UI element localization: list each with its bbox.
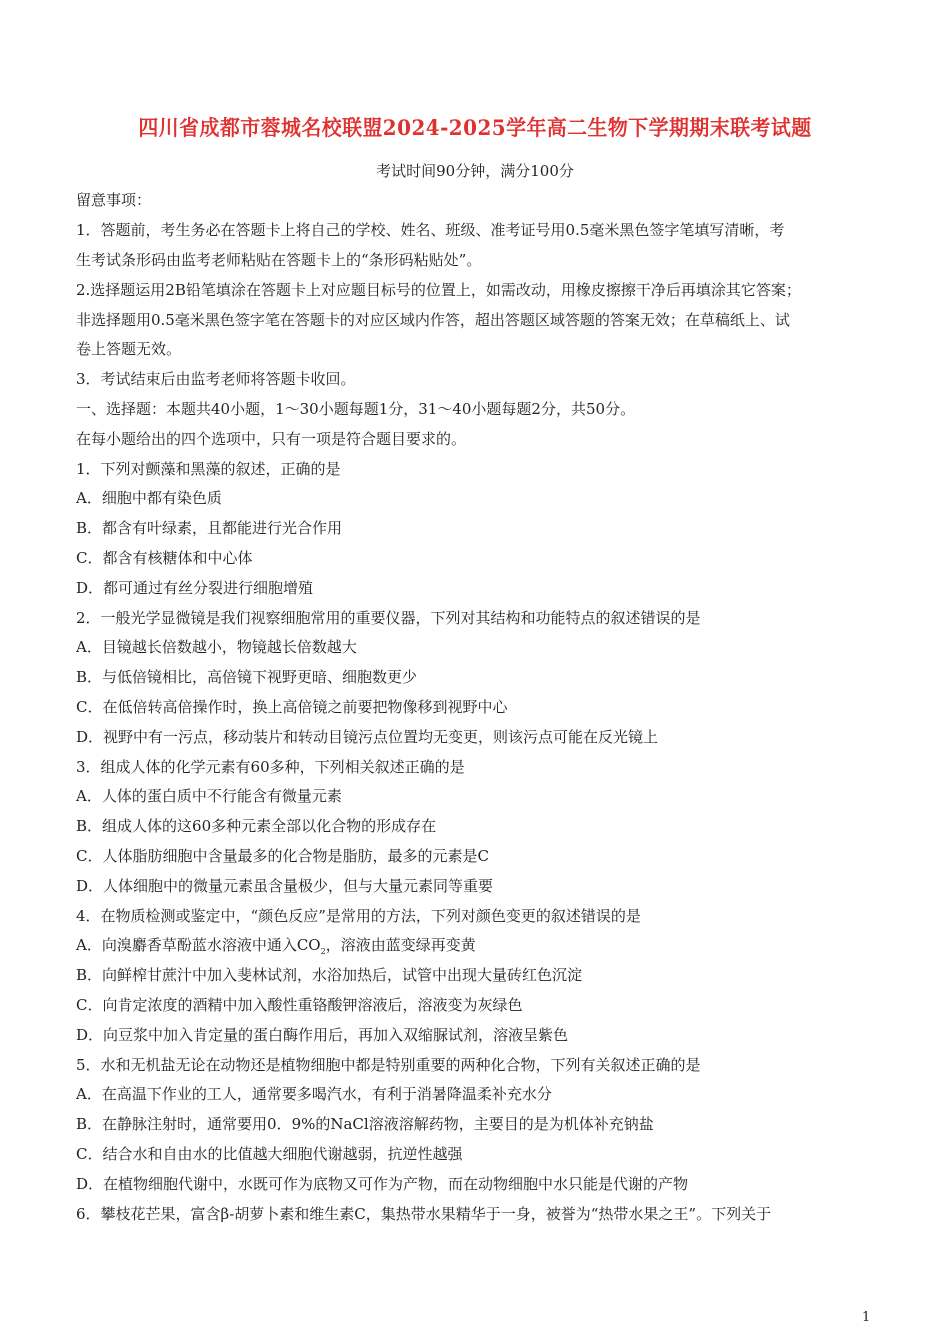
answer-option: C．都含有核糖体和中心体 bbox=[76, 549, 253, 567]
answer-option: D．向豆浆中加入肯定量的蛋白酶作用后，再加入双缩脲试剂，溶液呈紫色 bbox=[76, 1026, 569, 1044]
text-line: 非选择题用0.5毫米黑色签字笔在答题卡的对应区域内作答，超出答题区域答题的答案无效；在草稿纸上、试 bbox=[76, 311, 790, 329]
option-text: A．向溴麝香草酚蓝水溶液中通入CO bbox=[76, 936, 321, 954]
answer-option bbox=[76, 935, 476, 962]
question-stem: 4．在物质检测或鉴定中，“颜色反应”是常用的方法，下列对颜色变更的叙述错误的是 bbox=[76, 907, 641, 925]
answer-option: B．都含有叶绿素，且都能进行光合作用 bbox=[76, 519, 343, 537]
answer-option: C．结合水和自由水的比值越大细胞代谢越弱，抗逆性越强 bbox=[76, 1145, 463, 1163]
answer-option: D．人体细胞中的微量元素虽含量极少，但与大量元素同等重要 bbox=[76, 877, 494, 895]
answer-option: A．在高温下作业的工人，通常要多喝汽水，有利于消暑降温柔补充水分 bbox=[76, 1085, 552, 1103]
answer-option: D．在植物细胞代谢中，水既可作为底物又可作为产物，而在动物细胞中水只能是代谢的产物 bbox=[76, 1175, 689, 1193]
answer-option: C．人体脂肪细胞中含量最多的化合物是脂肪，最多的元素是C bbox=[76, 847, 489, 865]
question-stem: 3．组成人体的化学元素有60多种，下列相关叙述正确的是 bbox=[76, 758, 465, 776]
answer-option: D．视野中有一污点，移动装片和转动目镜污点位置均无变更，则该污点可能在反光镜上 bbox=[76, 728, 659, 746]
text-line: 留意事项： bbox=[76, 191, 152, 209]
answer-option: A．细胞中都有染色质 bbox=[76, 489, 222, 507]
text-line: 一、选择题：本题共40小题，1～30小题每题1分，31～40小题每题2分，共50分。 bbox=[76, 400, 636, 418]
exam-info: 考试时间90分钟，满分100分 bbox=[376, 162, 574, 180]
page-number: 1 bbox=[862, 1310, 871, 1325]
question-stem: 5．水和无机盐无论在动物还是植物细胞中都是特别重要的两种化合物，下列有关叙述正确的是 bbox=[76, 1056, 701, 1074]
answer-option: A．人体的蛋白质中不行能含有微量元素 bbox=[76, 787, 342, 805]
answer-option: B．与低倍镜相比，高倍镜下视野更暗、细胞数更少 bbox=[76, 668, 418, 686]
answer-option: B．向鲜榨甘蔗汁中加入斐林试剂，水浴加热后，试管中出现大量砖红色沉淀 bbox=[76, 966, 583, 984]
text-line: 1．答题前，考生务必在答题卡上将自己的学校、姓名、班级、准考证号用0.5毫米黑色签字笔填写清晰，考 bbox=[76, 221, 785, 239]
option-text-tail: ，溶液由蓝变绿再变黄 bbox=[325, 936, 476, 954]
question-stem: 6．攀枝花芒果，富含β-胡萝卜素和维生素C，集热带水果精华于一身，被誉为“热带水果之王”。下列关于 bbox=[76, 1205, 772, 1223]
answer-option: B．组成人体的这60多种元素全部以化合物的形成存在 bbox=[76, 817, 437, 835]
text-line: 2.选择题运用2B铅笔填涂在答题卡上对应题目标号的位置上，如需改动，用橡皮擦擦干净后再填涂其它答案； bbox=[76, 281, 801, 299]
answer-option: B．在静脉注射时，通常要用0．9%的NaCl溶液溶解药物，主要目的是为机体补充钠盐 bbox=[76, 1115, 654, 1133]
answer-option: C．在低倍转高倍操作时，换上高倍镜之前要把物像移到视野中心 bbox=[76, 698, 508, 716]
question-stem: 2．一般光学显微镜是我们视察细胞常用的重要仪器，下列对其结构和功能特点的叙述错误的是 bbox=[76, 609, 701, 627]
text-line: 在每小题给出的四个选项中，只有一项是符合题目要求的。 bbox=[76, 430, 467, 448]
answer-option: A．目镜越长倍数越小，物镜越长倍数越大 bbox=[76, 638, 357, 656]
text-line: 3．考试结束后由监考老师将答题卡收回。 bbox=[76, 370, 356, 388]
answer-option: C．向肯定浓度的酒精中加入酸性重铬酸钾溶液后，溶液变为灰绿色 bbox=[76, 996, 523, 1014]
answer-option: D．都可通过有丝分裂进行细胞增殖 bbox=[76, 579, 314, 597]
subscript: 2 bbox=[320, 947, 326, 956]
text-line: 卷上答题无效。 bbox=[76, 340, 182, 358]
question-stem: 1．下列对颤藻和黑藻的叙述，正确的是 bbox=[76, 460, 341, 478]
page-title: 四川省成都市蓉城名校联盟2024-2025学年高二生物下学期期末联考试题 bbox=[138, 115, 812, 140]
text-line: 生考试条形码由监考老师粘贴在答题卡上的“条形码粘贴处”。 bbox=[76, 251, 482, 269]
